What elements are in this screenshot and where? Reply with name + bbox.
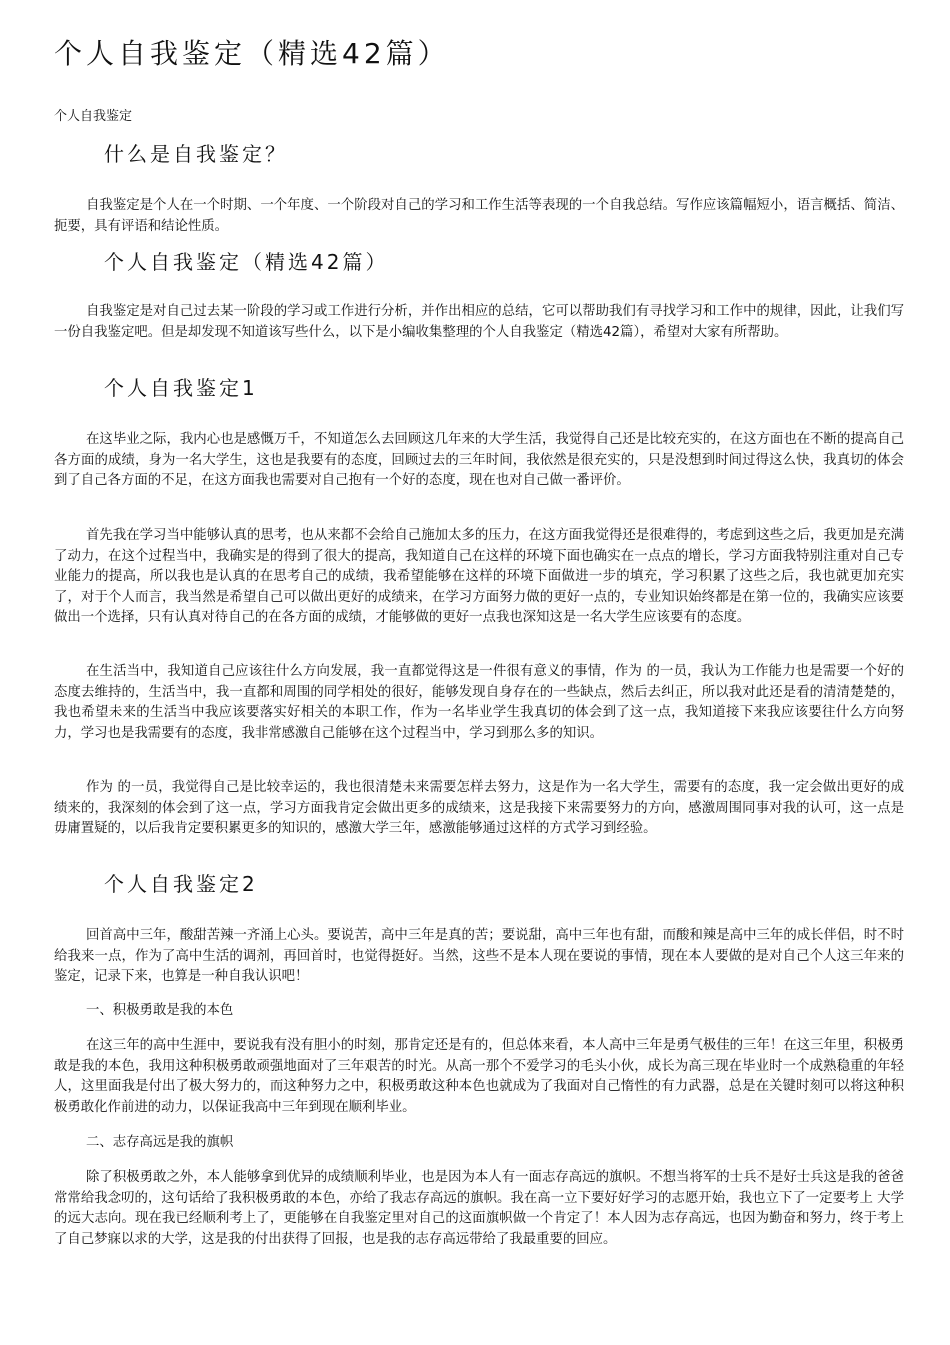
section-2-paragraph-1: 回首高中三年，酸甜苦辣一齐涌上心头。要说苦，高中三年是真的苦；要说甜，高中三年也有甜，而酸和辣是高中三年的成长伴侣，时不时给我来一点，作为了高中生活的调剂，再回首时，也觉得挺好。当然，这些不是本人现在要说的事情，现在本人要做的是对自己个人这三年来的鉴定，记录下来，也算是一种自我认识吧！ xyxy=(54,928,904,984)
section-2-paragraph-3: 除了积极勇敢之外，本人能够拿到优异的成绩顺利毕业，也是因为本人有一面志存高远的旗帜。不想当将军的士兵不是好士兵这是我的爸爸常常给我念叨的，这句话给了我积极勇敢的本色，亦给了我志存高远的旗帜。我在高一立下要好好学习的志愿开始，我也立下了一定要考上 大学的远大志向。现在我已经顺利考上了，更能够在自我鉴定里对自己的这面旗帜做一个肯定了！本人因为志存高远，也因为勤奋和努力，终于考上了自己梦寐以求的大学，这是我的付出获得了回报，也是我的志存高远带给了我最重要的回应。 xyxy=(54,1170,904,1247)
heading-section-2: 个人自我鉴定2 xyxy=(104,872,258,896)
section-2-subheading-1: 一、积极勇敢是我的本色 xyxy=(86,1003,234,1018)
section-2-subheading-2: 二、志存高远是我的旗帜 xyxy=(86,1135,234,1150)
paragraph-intro: 自我鉴定是对自己过去某一阶段的学习或工作进行分析，并作出相应的总结，它可以帮助我们有寻找学习和工作中的规律，因此，让我们写一份自我鉴定吧。但是却发现不知道该写些什么，以下是小编收集整理的个人自我鉴定（精选42篇），希望对大家有所帮助。 xyxy=(54,304,904,340)
section-1-paragraph-3: 在生活当中，我知道自己应该往什么方向发展，我一直都觉得这是一件很有意义的事情，作为 的一员，我认为工作能力也是需要一个好的态度去维持的，生活当中，我一直都和周围的同学相处的很好，能够发现自身存在的一些缺点，然后去纠正，所以我对此还是看的清清楚楚的，我也希望未来的生活当中我应该要落实好相关的本职工作，作为一名毕业学生我真切的体会到了这一点，我知道接下来我应该要往什么方向努力，学习也是我需要有的态度，我非常感激自己能够在这个过程当中，学习到那么多的知识。 xyxy=(54,664,904,741)
section-1-paragraph-4: 作为 的一员，我觉得自己是比较幸运的，我也很清楚未来需要怎样去努力，这是作为一名大学生，需要有的态度，我一定会做出更好的成绩来的，我深刻的体会到了这一点，学习方面我肯定会做出更多的成绩来，这是我接下来需要努力的方向，感激周围同事对我的认可，这一点是毋庸置疑的，以后我肯定要积累更多的知识的，感激大学三年，感激能够通过这样的方式学习到经验。 xyxy=(54,780,904,836)
heading-section-1: 个人自我鉴定1 xyxy=(104,376,258,400)
document-title: 个人自我鉴定（精选42篇） xyxy=(54,37,450,70)
top-label: 个人自我鉴定 xyxy=(54,109,133,124)
section-1-paragraph-1: 在这毕业之际，我内心也是感慨万千，不知道怎么去回顾这几年来的大学生活，我觉得自己还是比较充实的，在这方面也在不断的提高自己各方面的成绩，身为一名大学生，这也是我要有的态度，回顾过去的三年时间，我依然是很充实的，只是没想到时间过得这么快，我真切的体会到了自己各方面的不足，在这方面我也需要对自己抱有一个好的态度，现在也对自己做一番评价。 xyxy=(54,432,904,488)
section-2-paragraph-2: 在这三年的高中生涯中，要说我有没有胆小的时刻，那肯定还是有的，但总体来看，本人高中三年是勇气极佳的三年！在这三年里，积极勇敢是我的本色，我用这种积极勇敢顽强地面对了三年艰苦的时光。从高一那个不爱学习的毛头小伙，成长为高三现在毕业时一个成熟稳重的年轻人，这里面我是付出了极大努力的，而这种努力之中，积极勇敢这种本色也就成为了我面对自己惰性的有力武器，总是在关键时刻可以将这种积极勇敢化作前进的动力，以保证我高中三年到现在顺利毕业。 xyxy=(54,1038,904,1115)
heading-collection: 个人自我鉴定（精选42篇） xyxy=(104,250,389,274)
heading-what-is: 什么是自我鉴定？ xyxy=(104,142,288,166)
section-1-paragraph-2: 首先我在学习当中能够认真的思考，也从来都不会给自己施加太多的压力，在这方面我觉得还是很难得的，考虑到这些之后，我更加是充满了动力，在这个过程当中，我确实是的得到了很大的提高，我知道自己在这样的环境下面也确实在一点点的增长，学习方面我特别注重对自己专业能力的提高，所以我也是认真的在思考自己的成绩，我希望能够在这样的环境下面做进一步的填充，学习积累了这些之后，我也就更加充实了，对于个人而言，我当然是希望自己可以做出更好的成绩来，在学习方面努力做的更好一点的，专业知识始终都是在第一位的，我确实应该要做出一个选择，只有认真对待自己的在各方面的成绩，才能够做的更好一点我也深知这是一名大学生应该要有的态度。 xyxy=(54,528,904,625)
paragraph-definition: 自我鉴定是个人在一个时期、一个年度、一个阶段对自己的学习和工作生活等表现的一个自我总结。写作应该篇幅短小，语言概括、简洁、扼要，具有评语和结论性质。 xyxy=(54,198,904,234)
